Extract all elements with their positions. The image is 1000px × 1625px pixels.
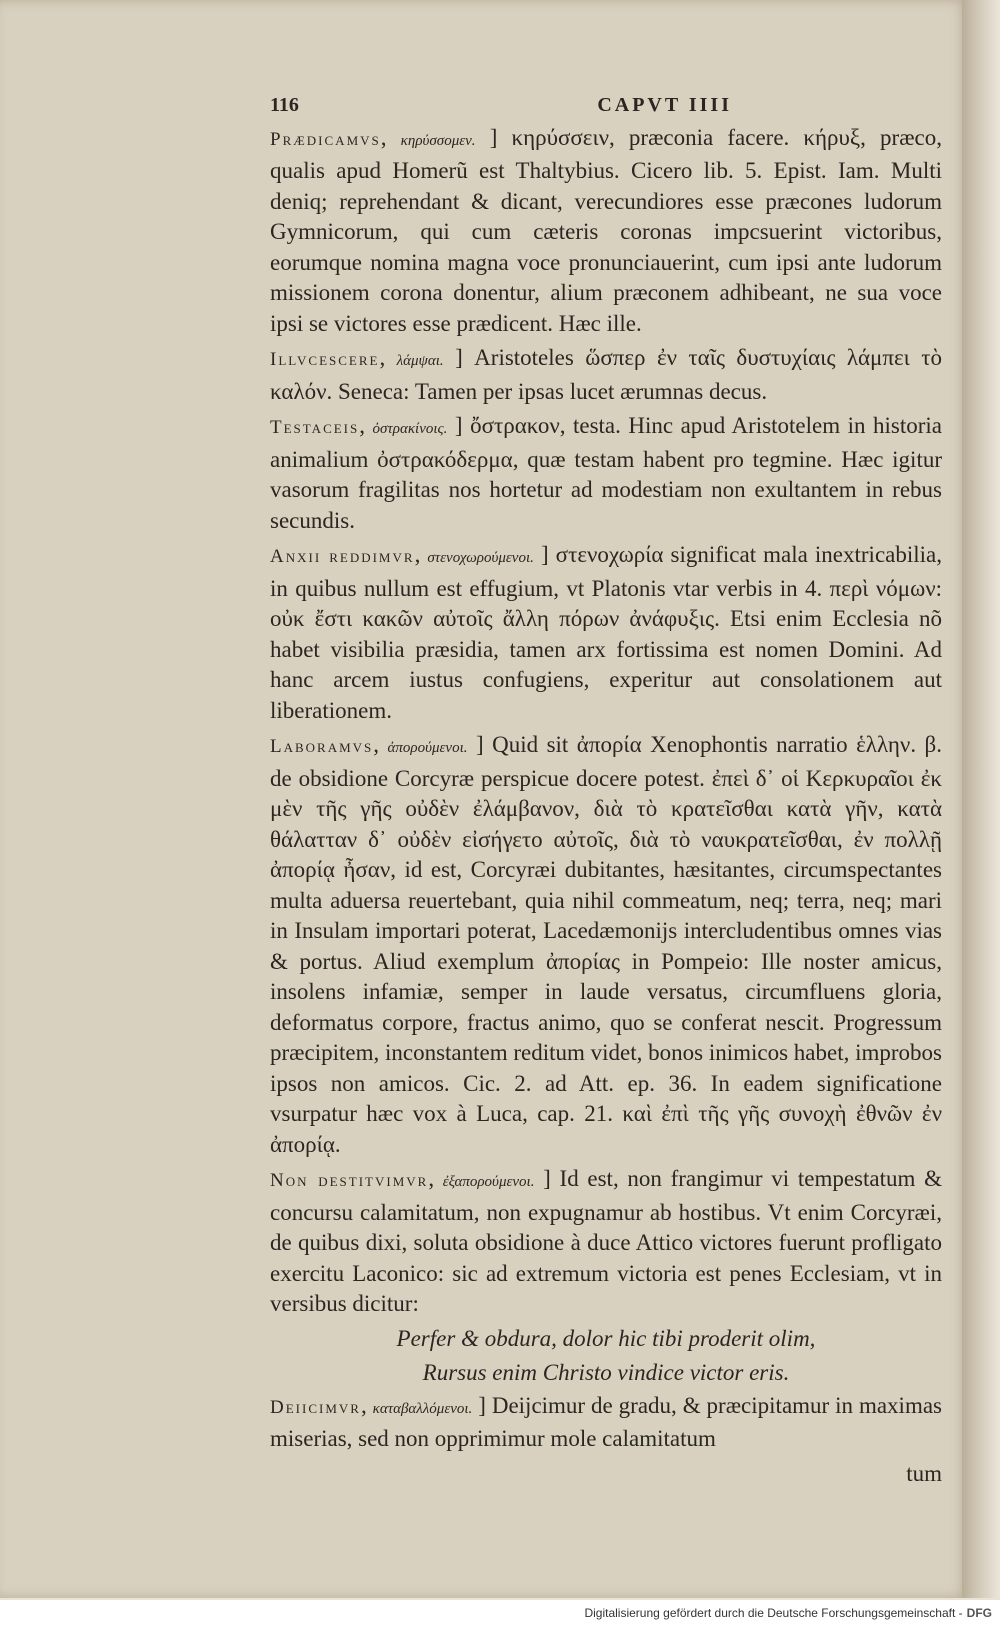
entry-text: ] ὄστρακον, testa. Hinc apud Aristotelem in historia animalium ὀστρακόδερμα, quæ testam habent pro tegmine. Hæc igitur vasorum fragilitas nos hortetur ad modestiam non exultantem in rebus secundis. bbox=[270, 413, 943, 533]
entry-paragraph: Laboramvs, ἀπορούμενοι. ] Quid sit ἀπορία Xenophontis narratio ἑλλην. β. de obsidione Corcyræ perspicue docere potest. ἐπεὶ δ᾽ οἱ Κερκυραῖοι ἐκ μὲν τῆς γῆς οὐδὲν ἐλάμβανον, διὰ τὸ κρατεῖσθαι κατὰ γῆν, κατὰ θάλατταν δ᾽ οὐδὲν εἰσήγετο αὐτοῖς, διὰ τὸ ναυκρατεῖσθαι, ἐν πολλῇ ἀπορίᾳ ἦσαν, id est, Corcyræi dubitantes, hæsitantes, circumspectantes multa aduersa reuertebant, quia nihil commeatum, neq; terra, neq; mari in Insulam importari poterat, Lacedæmonijs intercludentibus omnes vias & portus. Aliud exemplum ἀπορίας in Pompeio: Ille noster amicus, insolens infamiæ, semper in laude versatus, circumfluens gloria, deformatus corpore, fractus animo, quo se conferat nescit. Progressum præcipitem, inconstantem reditum videt, bonos inimicos habet, improbos ipsos non amicos. Cic. 2. ad Att. ep. 36. In eadem significatione vsurpatur hæc vox à Luca, cap. 21. καὶ ἐπὶ τῆς γῆς συνοχὴ ἐθνῶν ἐν ἀπορίᾳ. bbox=[270, 732, 943, 1157]
lemma: Non destitvimvr bbox=[270, 1170, 429, 1191]
entry-text: ] Id est, non frangimur vi tempestatum & concursu calamitatum, non expugnamur ab hostibus. Vt enim Corcyræi, de quibus dixi, soluta obsidione à duce Attico victores fuerunt profligato exercitu Laconico: sic ad extremum victoria est penes Ecclesiam, vt in versibus dicitur: bbox=[270, 1166, 942, 1316]
greek-lemma: λάμψαι. bbox=[396, 353, 444, 369]
lemma: Prædicamvs bbox=[270, 128, 381, 150]
footer-bar bbox=[0, 1600, 1000, 1625]
entry-text: ] Deijcimur de gradu, & præcipitamur in maximas miserias, sed non opprimimur mole calamitatum bbox=[270, 1392, 942, 1451]
entry-paragraph: Non destitvimvr, ἐξαπορούμενοι. ] Id est, non frangimur vi tempestatum & concursu calamitatum, non expugnamur ab hostibus. Vt enim Corcyræi, de quibus dixi, soluta obsidione à duce Attico victores fuerunt profligato exercitu Laconico: sic ad extremum victoria est penes Ecclesiam, vt in versibus dicitur: bbox=[270, 1166, 942, 1316]
entry-paragraph: Testaceis, ὀστρακίνοις. ] ὄστρακον, testa. Hinc apud Aristotelem in historia animalium ὀστρακόδερμα, quæ testam habent pro tegmine. Hæc igitur vasorum fragilitas nos hortetur ad modestiam non exultantem in rebus secundis. bbox=[270, 413, 943, 533]
entry-text: ] κηρύσσειν, præconia facere. κήρυξ, præco, qualis apud Homerũ est Thaltybius. Cicero lib. 5. Epist. Iam. Multi deniq; reprehendant & dicant, verecundiores esse præcones ludorum Gymnicorum, qui cum cæteris coronas impcsuerint victoribus, eorumque nomina magna voce pronunciauerint, cum ipsi ante ludorum missionem corona donentur, alium præconem adhibeant, ne sua voce ipsi se victores esse prædicent. Hæc ille. bbox=[270, 124, 943, 336]
text-block bbox=[270, 90, 942, 1489]
verse-line: Perfer & obdura, dolor hic tibi proderit olim, bbox=[396, 1325, 816, 1351]
footer-credit: Digitalisierung gefördert durch die Deutsche Forschungsgemeinschaft - bbox=[584, 1605, 963, 1620]
greek-lemma: καταβαλλόμενοι. bbox=[372, 1400, 473, 1417]
greek-lemma: ἀπορούμενοι. bbox=[387, 740, 468, 756]
running-title: CAPVT IIII bbox=[597, 94, 732, 116]
lemma: Deiicimvr bbox=[270, 1396, 361, 1418]
greek-lemma: στενοχωρούμενοι. bbox=[427, 550, 534, 566]
greek-lemma: ὀστρακίνοις. bbox=[372, 421, 448, 437]
entry-text: ] στενοχωρία significat mala inextricabilia, in quibus nullum est effugium, vt Platonis vtar verbis in 4. περὶ νόμων: οὐκ ἔστι κακῶν αὐτοῖς ἄλλη πόρων ἀνάφυξις. Etsi enim Ecclesia nõ habet visibilia præsidia, tamen arx fortissima est nomen Domini. Ad hanc arcem iustus confugiens, experitur aut consolationem aut liberationem. bbox=[270, 542, 942, 723]
entry-paragraph: Illvcescere, λάμψαι. ] Aristoteles ὥσπερ ἐν ταῖς δυστυχίαις λάμπει τὸ καλόν. Seneca: Tamen per ipsas lucet ærumnas decus. bbox=[270, 345, 942, 404]
lemma: Anxii reddimvr bbox=[270, 546, 415, 567]
lemma: Testaceis bbox=[270, 417, 360, 438]
lemma: Laboramvs bbox=[270, 736, 374, 757]
entry-text: ] Quid sit ἀπορία Xenophontis narratio ἑλλην. β. de obsidione Corcyræ perspicue docere potest. ἐπεὶ δ᾽ οἱ Κερκυραῖοι ἐκ μὲν τῆς γῆς οὐδὲν ἐλάμβανον, διὰ τὸ κρατεῖσθαι κατὰ γῆν, κατὰ θάλατταν δ᾽ οὐδὲν εἰσήγετο αὐτοῖς, διὰ τὸ ναυκρατεῖσθαι, ἐν πολλῇ ἀπορίᾳ ἦσαν, id est, Corcyræi dubitantes, hæsitantes, circumspectantes multa aduersa reuertebant, quia nihil commeatum, neq; terra, neq; mari in Insulam importari poterat, Lacedæmonijs intercludentibus omnes vias & portus. Aliud exemplum ἀπορίας in Pompeio: Ille noster amicus, insolens infamiæ, semper in laude versatus, circumfluens gloria, deformatus corpore, fractus animo, quo se conferat nescit. Progressum præcipitem, inconstantem reditum videt, bonos inimicos habet, improbos ipsos non amicos. Cic. 2. ad Att. ep. 36. In eadem significatione vsurpatur hæc vox à Luca, cap. 21. καὶ ἐπὶ τῆς γῆς συνοχὴ ἐθνῶν ἐν ἀπορίᾳ. bbox=[270, 732, 943, 1157]
entry-paragraph: Deiicimvr, καταβαλλόμενοι. ] Deijcimur de gradu, & præcipitamur in maximas miserias, sed non opprimimur mole calamitatum bbox=[270, 1392, 942, 1451]
entry-paragraph: Anxii reddimvr, στενοχωρούμενοι. ] στενοχωρία significat mala inextricabilia, in quibus nullum est effugium, vt Platonis vtar verbis in 4. περὶ νόμων: οὐκ ἔστι κακῶν αὐτοῖς ἄλλη πόρων ἀνάφυξις. Etsi enim Ecclesia nõ habet visibilia præsidia, tamen arx fortissima est nomen Domini. Ad hanc arcem iustus confugiens, experitur aut consolationem aut liberationem. bbox=[270, 542, 942, 723]
page-header bbox=[270, 90, 942, 121]
page-edge bbox=[962, 0, 1000, 1598]
entry-text: ] Aristoteles ὥσπερ ἐν ταῖς δυστυχίαις λάμπει τὸ καλόν. Seneca: Tamen per ipsas lucet ærumnas decus. bbox=[270, 345, 942, 404]
verse-line: Rursus enim Christo vindice victor eris. bbox=[422, 1360, 790, 1385]
greek-lemma: κηρύσσομεν. bbox=[400, 132, 476, 149]
lemma: Illvcescere bbox=[270, 349, 380, 370]
entry-paragraph: Prædicamvs, κηρύσσομεν. ] κηρύσσειν, præconia facere. κήρυξ, præco, qualis apud Homerũ est Thaltybius. Cicero lib. 5. Epist. Iam. Multi deniq; reprehendant & dicant, verecundiores esse præcones ludorum Gymnicorum, qui cum cæteris coronas impcsuerint victoribus, eorumque nomina magna voce pronunciauerint, cum ipsi ante ludorum missionem corona donentur, alium præconem adhibeant, ne sua voce ipsi se victores esse prædicent. Hæc ille. bbox=[270, 124, 943, 336]
dfg-logo: DFG bbox=[966, 1605, 992, 1620]
greek-lemma: ἐξαπορούμενοι. bbox=[442, 1174, 535, 1190]
folio-number: 116 bbox=[270, 94, 299, 116]
catchword: tum bbox=[906, 1460, 942, 1486]
